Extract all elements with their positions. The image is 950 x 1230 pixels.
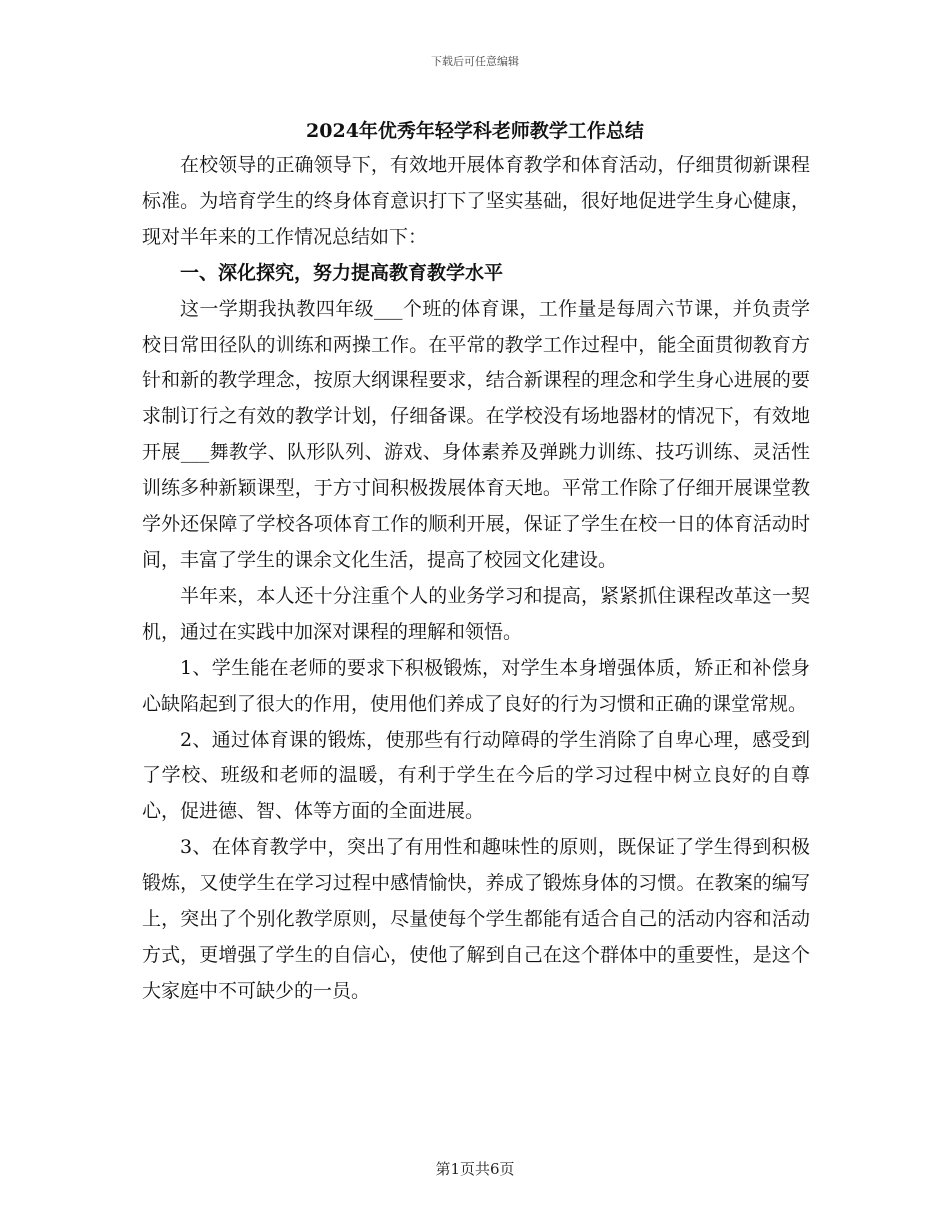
page-number: 第1页共6页: [435, 1160, 515, 1178]
document-title: 2024年优秀年轻学科老师教学工作总结: [306, 120, 644, 142]
list-item: 2、通过体育课的锻炼，使那些有行动障碍的学生消除了自卑心理，感受到了学校、班级和老师的温暖，有利于学生在今后的学习过程中树立良好的自尊心，促进德、智、体等方面的全面进展。: [142, 728, 810, 823]
section-heading: 一、深化探究，努力提高教育教学水平: [180, 261, 504, 284]
document-body: [142, 148, 810, 1010]
body-paragraph: 这一学期我执教四年级___个班的体育课，工作量是每周六节课，并负责学校日常田径队的训练和两操工作。在平常的教学工作过程中，能全面贯彻教育方针和新的教学理念，按原大纲课程要求，结合新课程的理念和学生身心进展的要求制订行之有效的教学计划，仔细备课。在学校没有场地器材的情况下，有效地开展___舞教学、队形队列、游戏、身体素养及弹跳力训练、技巧训练、灵活性训练多种新颖课型，于方寸间积极拨展体育天地。平常工作除了仔细开展课堂教学外还保障了学校各项体育工作的顺利开展，保证了学生在校一日的体育活动时间，丰富了学生的课余文化生活，提高了校园文化建设。: [142, 297, 810, 571]
body-paragraph: 半年来，本人还十分注重个人的业务学习和提高，紧紧抓住课程改革这一契机，通过在实践中加深对课程的理解和领悟。: [142, 584, 810, 643]
list-item: 1、学生能在老师的要求下积极锻炼，对学生本身增强体质，矫正和补偿身心缺陷起到了很大的作用，使用他们养成了良好的行为习惯和正确的课堂常规。: [142, 656, 810, 715]
page-header-note: 下载后可任意编辑: [431, 55, 519, 68]
list-item: 3、在体育教学中，突出了有用性和趣味性的原则，既保证了学生得到积极锻炼，又使学生在学习过程中感情愉快，养成了锻炼身体的习惯。在教案的编写上，突出了个别化教学原则，尽量使每个学生都能有适合自己的活动内容和活动方式，更增强了学生的自信心，使他了解到自己在这个群体中的重要性，是这个大家庭中不可缺少的一员。: [142, 836, 810, 1002]
intro-paragraph: 在校领导的正确领导下，有效地开展体育教学和体育活动，仔细贯彻新课程标准。为培育学生的终身体育意识打下了坚实基础，很好地促进学生身心健康，现对半年来的工作情况总结如下：: [142, 154, 810, 248]
